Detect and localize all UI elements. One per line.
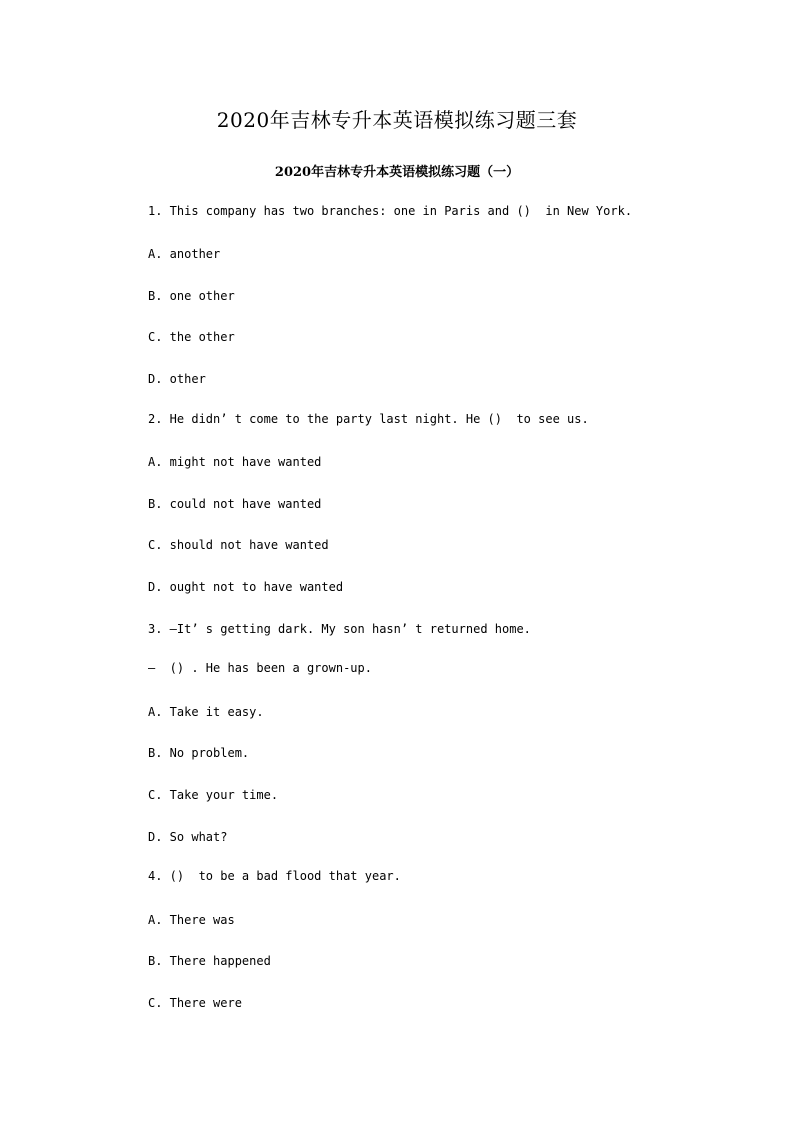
question-3-reply: — () . He has been a grown-up. xyxy=(148,661,372,675)
document-title: 2020年吉林专升本英语模拟练习题三套 xyxy=(216,108,578,132)
question-1: 1. This company has two branches: one in Paris and () in New York. xyxy=(148,204,633,218)
question-1-option-c: C. the other xyxy=(148,330,235,344)
question-1-option-a: A. another xyxy=(148,247,221,261)
question-4-option-a: A. There was xyxy=(148,913,235,927)
section-title: 2020年吉林专升本英语模拟练习题（一） xyxy=(274,165,520,180)
question-2-option-c: C. should not have wanted xyxy=(148,538,329,552)
question-2-option-a: A. might not have wanted xyxy=(148,455,322,469)
question-3-option-b: B. No problem. xyxy=(148,746,250,760)
question-1-option-d: D. other xyxy=(148,372,206,386)
question-3-option-c: C. Take your time. xyxy=(148,788,279,802)
question-2-option-d: D. ought not to have wanted xyxy=(148,580,344,594)
question-1-option-b: B. one other xyxy=(148,289,235,303)
question-2: 2. He didn’ t come to the party last night. He () to see us. xyxy=(148,412,589,426)
question-3-option-d: D. So what? xyxy=(148,830,228,844)
question-2-option-b: B. could not have wanted xyxy=(148,497,322,511)
question-3-option-a: A. Take it easy. xyxy=(148,705,264,719)
question-3: 3. —It’ s getting dark. My son hasn’ t returned home. xyxy=(148,622,531,636)
question-4-option-c: C. There were xyxy=(148,996,242,1010)
question-4-option-b: B. There happened xyxy=(148,954,271,968)
question-4: 4. () to be a bad flood that year. xyxy=(148,869,401,883)
